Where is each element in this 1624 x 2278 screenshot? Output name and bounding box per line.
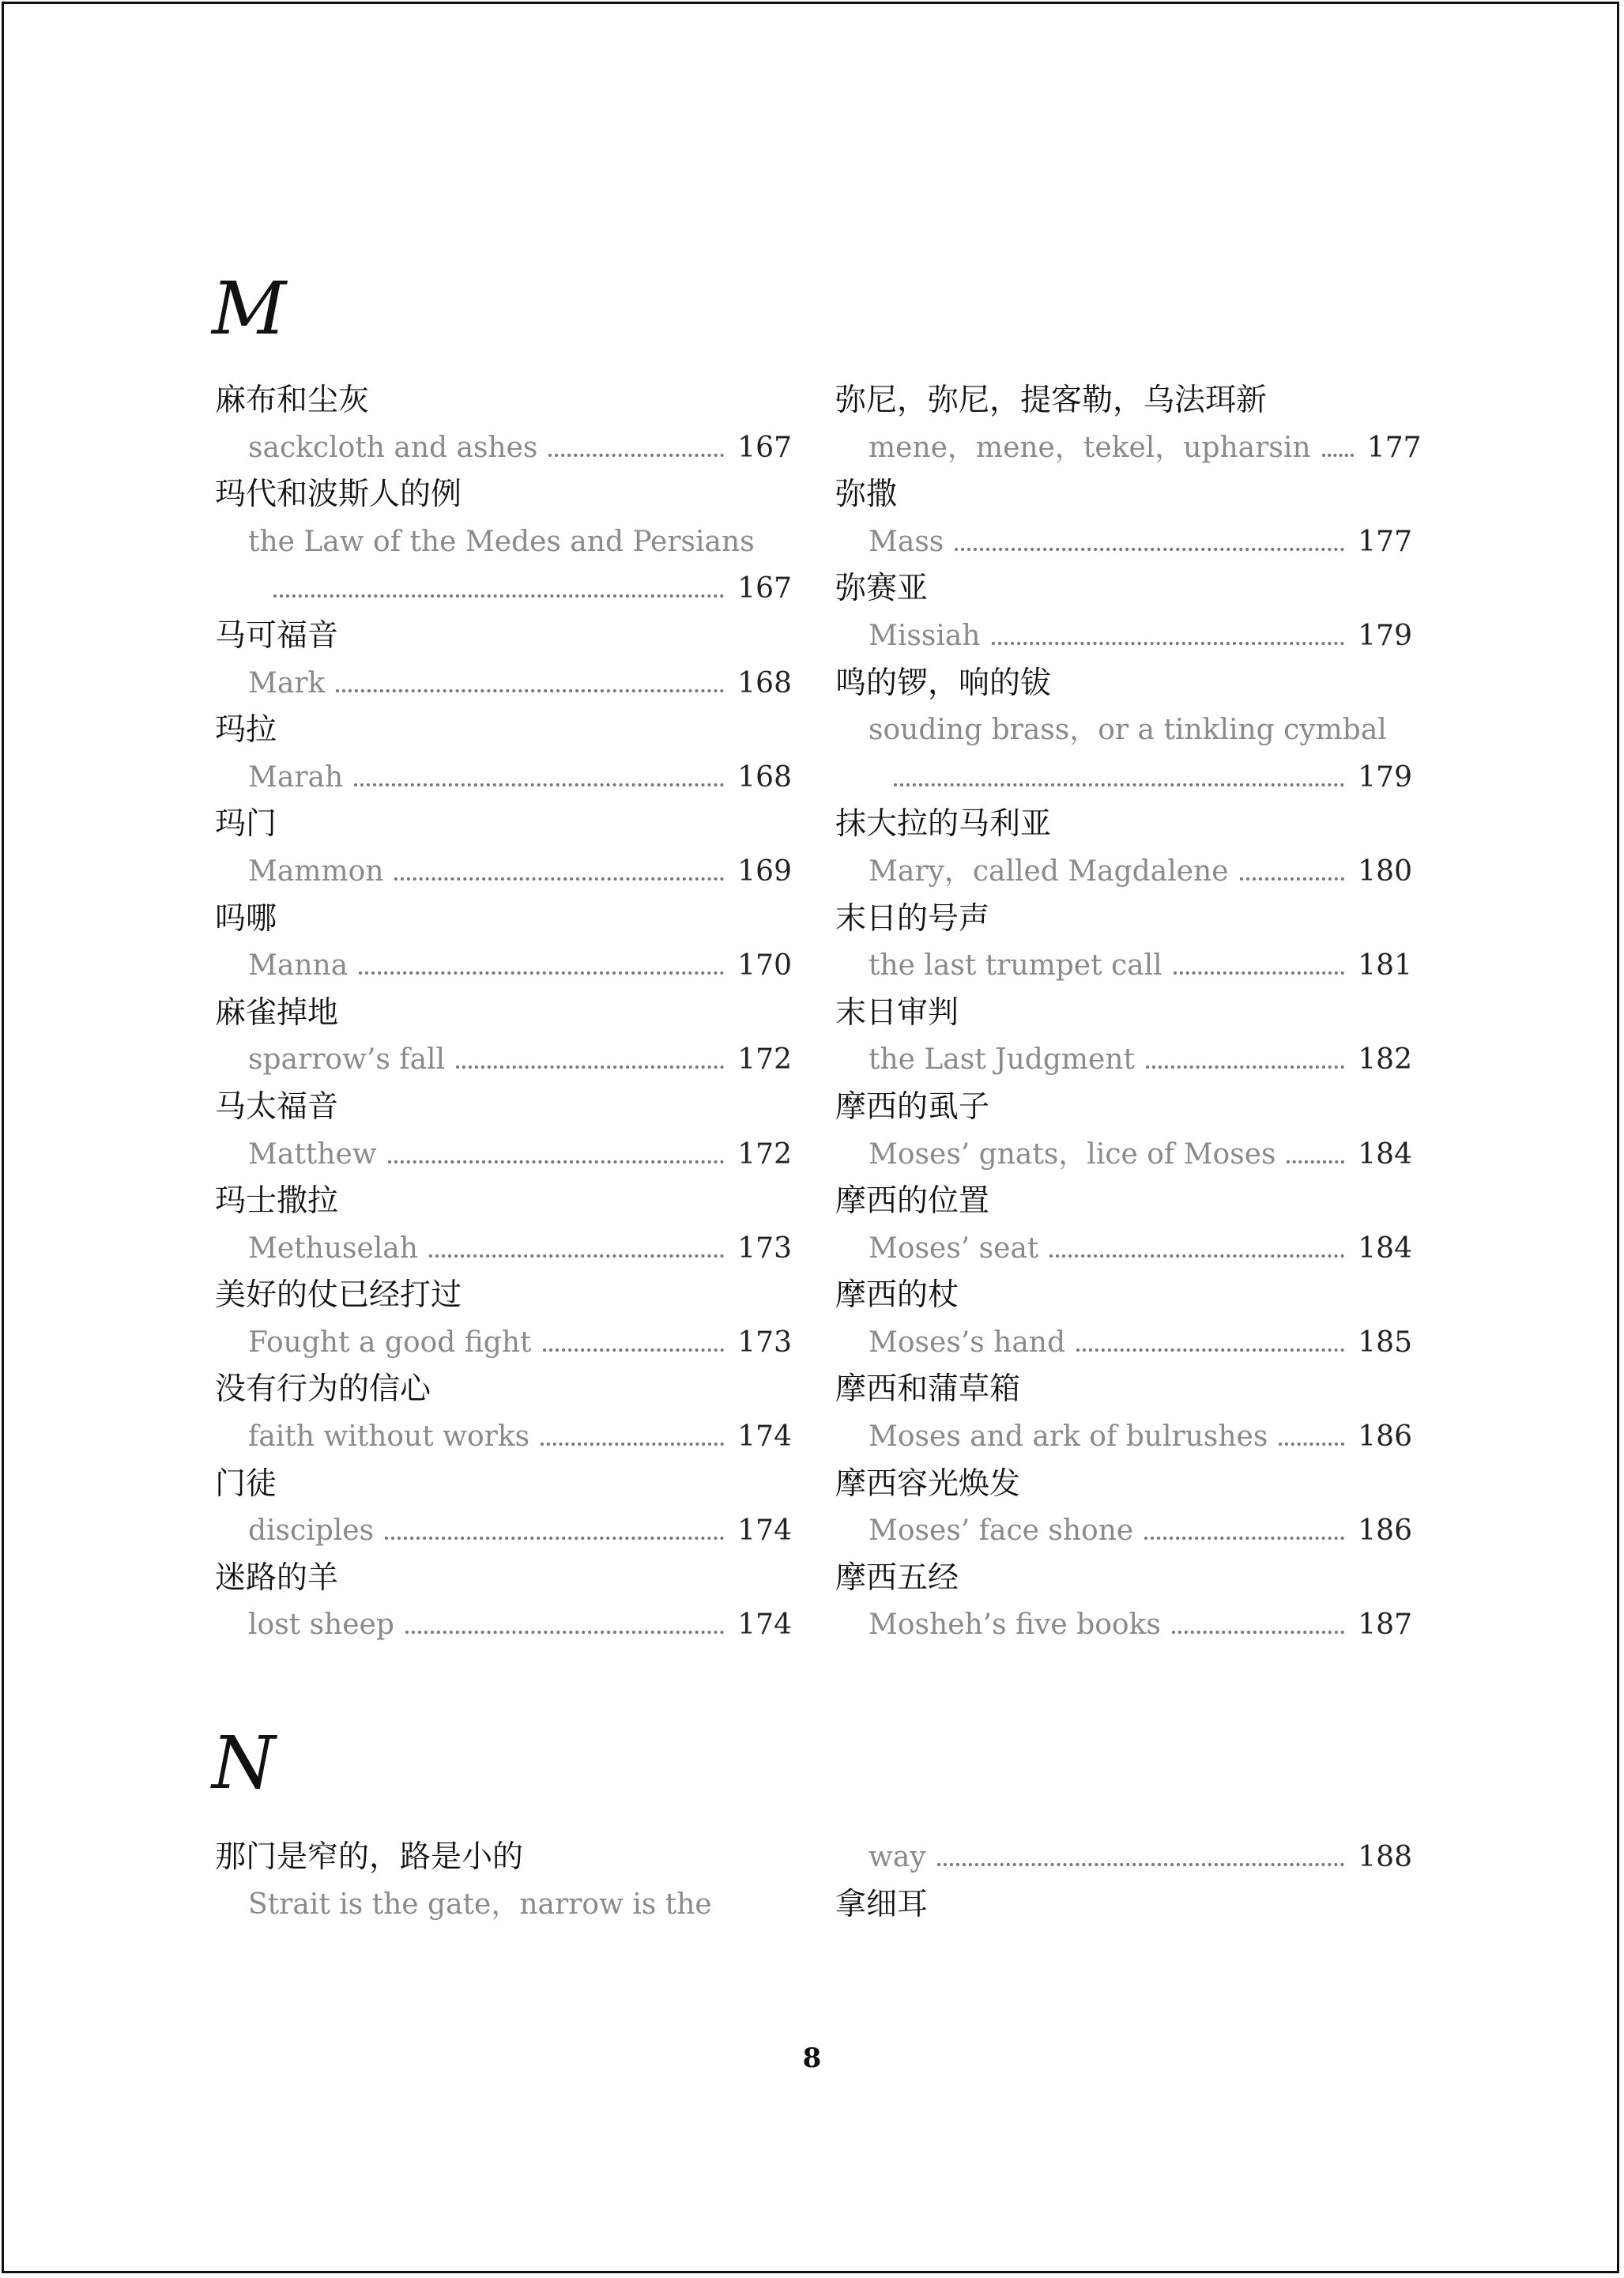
entry-page-number: 167 xyxy=(737,431,792,464)
index-entry-zh xyxy=(215,990,792,1037)
dot-leader xyxy=(992,642,1345,645)
entry-chinese-term: 玛拉 xyxy=(215,712,277,749)
dot-leader xyxy=(1240,877,1344,881)
index-entry-en xyxy=(835,707,1412,754)
entry-page-number: 169 xyxy=(737,854,792,888)
entry-english-term: Mary，called Magdalene xyxy=(869,854,1229,888)
dot-leader xyxy=(1322,454,1354,457)
index-entry-zh xyxy=(835,1366,1412,1413)
index-entry-en xyxy=(215,1507,792,1555)
dot-leader xyxy=(541,1443,724,1446)
entry-english-term: way xyxy=(869,1841,926,1873)
section-letter-n: N xyxy=(212,1721,273,1805)
dot-leader xyxy=(1287,1160,1344,1164)
dot-leader xyxy=(1172,1631,1344,1634)
dot-leader xyxy=(385,1537,724,1540)
dot-leader xyxy=(543,1348,724,1352)
entry-english-term: sparrow’s fall xyxy=(248,1043,446,1077)
index-entry-en xyxy=(215,424,792,472)
entry-chinese-term: 摩西的虱子 xyxy=(835,1088,990,1125)
entry-chinese-term: 美好的仗已经打过 xyxy=(215,1277,462,1314)
entry-english-term: the Last Judgment xyxy=(869,1043,1135,1077)
index-entry-zh xyxy=(835,1084,1412,1131)
entry-page-number: 173 xyxy=(737,1326,792,1359)
entry-page-number: 170 xyxy=(737,949,792,982)
entry-english-term: Mosheh’s five books xyxy=(869,1609,1161,1642)
index-entry-zh xyxy=(835,660,1412,707)
dot-leader xyxy=(405,1631,724,1634)
section-letter-m: M xyxy=(212,266,284,351)
entry-chinese-term: 麻雀掉地 xyxy=(215,994,339,1031)
index-column-right-n xyxy=(835,1834,1412,1928)
entry-page-number: 179 xyxy=(1358,760,1412,794)
index-entry-en xyxy=(835,1319,1412,1367)
entry-page-number: 186 xyxy=(1358,1420,1412,1454)
index-entry-zh xyxy=(835,1555,1412,1602)
dot-leader xyxy=(1076,1348,1344,1352)
dot-leader xyxy=(1049,1254,1344,1258)
entry-english-term: Moses’ gnats，lice of Moses xyxy=(869,1137,1276,1171)
index-column-left-m xyxy=(215,377,792,1649)
entry-page-number: 177 xyxy=(1358,525,1412,558)
dot-leader xyxy=(359,971,724,975)
index-entry-zh xyxy=(835,801,1412,848)
index-entry-en xyxy=(215,1225,792,1273)
index-entry-en xyxy=(835,1601,1412,1649)
index-entry-en xyxy=(835,613,1412,660)
entry-chinese-term: 那门是窄的，路是小的 xyxy=(215,1839,524,1875)
index-entry-zh xyxy=(835,1461,1412,1508)
entry-chinese-term: 玛代和波斯人的例 xyxy=(215,477,462,513)
index-entry-en xyxy=(215,519,792,566)
index-entry-zh xyxy=(835,565,1412,613)
entry-chinese-term: 吗哪 xyxy=(215,900,277,937)
index-entry-en xyxy=(215,1601,792,1649)
index-entry-zh xyxy=(835,1178,1412,1225)
dot-leader xyxy=(394,877,724,881)
entry-english-term: Mark xyxy=(248,666,326,700)
index-column-left-n xyxy=(215,1834,792,1928)
entry-page-number: 188 xyxy=(1358,1841,1412,1873)
index-column-right-m xyxy=(835,377,1422,1649)
index-entry-zh xyxy=(215,707,792,754)
entry-page-number: 185 xyxy=(1358,1326,1412,1359)
index-entry-en xyxy=(835,1036,1412,1084)
entry-chinese-term: 弥赛亚 xyxy=(835,571,929,607)
index-entry-en-continued xyxy=(835,1834,1412,1881)
entry-chinese-term: 鸣的锣，响的钹 xyxy=(835,665,1052,701)
index-entry-en xyxy=(215,754,792,801)
entry-english-term: Moses and ark of bulrushes xyxy=(869,1420,1268,1454)
dot-leader xyxy=(429,1254,724,1258)
entry-chinese-term: 玛门 xyxy=(215,806,277,843)
entry-page-number: 167 xyxy=(737,572,792,605)
entry-english-term: souding brass，or a tinkling cymbal xyxy=(869,714,1387,747)
index-entry-en xyxy=(215,942,792,990)
entry-english-term: Manna xyxy=(248,949,349,982)
dot-leader xyxy=(456,1065,724,1069)
entry-page-number: 179 xyxy=(1358,619,1412,652)
entry-english-term: Strait is the gate，narrow is the xyxy=(248,1888,712,1921)
index-entry-zh xyxy=(835,1272,1412,1319)
entry-page-number: 168 xyxy=(737,760,792,794)
index-entry-en xyxy=(835,848,1412,896)
entry-page-number: 181 xyxy=(1358,949,1412,982)
index-entry-en xyxy=(215,848,792,896)
dot-leader xyxy=(388,1160,724,1164)
entry-english-term: mene，mene，tekel，upharsin xyxy=(869,431,1311,464)
entry-page-number: 172 xyxy=(737,1043,792,1077)
index-entry-en xyxy=(835,942,1412,990)
index-entry-en xyxy=(215,660,792,707)
index-entry-zh xyxy=(215,1366,792,1413)
index-entry-zh xyxy=(835,377,1412,424)
entry-chinese-term: 弥尼，弥尼，提客勒，乌法珥新 xyxy=(835,383,1268,418)
dot-leader xyxy=(273,594,724,598)
index-entry-en xyxy=(835,1131,1412,1179)
entry-page-number: 177 xyxy=(1366,431,1422,464)
entry-english-term: Moses’s hand xyxy=(869,1326,1066,1359)
entry-english-term: Missiah xyxy=(869,619,981,652)
entry-page-number: 174 xyxy=(737,1609,792,1642)
entry-chinese-term: 迷路的羊 xyxy=(215,1560,339,1596)
entry-english-term: lost sheep xyxy=(248,1609,394,1642)
entry-english-term: Methuselah xyxy=(248,1231,418,1265)
dot-leader xyxy=(548,454,724,457)
dot-leader xyxy=(937,1863,1344,1866)
entry-english-term: disciples xyxy=(248,1514,375,1548)
entry-english-term: Fought a good fight xyxy=(248,1326,532,1359)
entry-english-term: Moses’ seat xyxy=(869,1231,1039,1265)
index-entry-en xyxy=(215,1319,792,1367)
entry-page-number: 184 xyxy=(1358,1231,1412,1265)
index-entry-en xyxy=(835,519,1412,566)
index-entry-zh xyxy=(215,1461,792,1508)
index-entry-leader-line xyxy=(215,565,792,613)
entry-chinese-term: 摩西五经 xyxy=(835,1560,959,1596)
entry-english-term: faith without works xyxy=(248,1420,530,1454)
entry-chinese-term: 末日审判 xyxy=(835,994,959,1031)
dot-leader xyxy=(955,548,1344,551)
index-entry-zh xyxy=(215,613,792,660)
entry-chinese-term: 末日的号声 xyxy=(835,900,990,937)
entry-page-number: 168 xyxy=(737,666,792,700)
dot-leader xyxy=(1144,1537,1344,1540)
entry-chinese-term: 拿细耳 xyxy=(835,1886,929,1922)
entry-chinese-term: 麻布和尘灰 xyxy=(215,383,370,418)
entry-chinese-term: 摩西的杖 xyxy=(835,1277,959,1314)
entry-english-term: Mammon xyxy=(248,854,384,888)
entry-english-term: sackcloth and ashes xyxy=(248,431,538,464)
dot-leader xyxy=(336,689,724,692)
entry-page-number: 186 xyxy=(1358,1514,1412,1548)
entry-chinese-term: 马太福音 xyxy=(215,1088,339,1125)
dot-leader xyxy=(1279,1443,1344,1446)
entry-page-number: 182 xyxy=(1358,1043,1412,1077)
index-entry-en xyxy=(835,424,1422,472)
entry-english-term: Matthew xyxy=(248,1137,377,1171)
index-entry-zh xyxy=(215,1272,792,1319)
index-entry-zh xyxy=(215,1178,792,1225)
entry-chinese-term: 摩西的位置 xyxy=(835,1183,990,1220)
entry-page-number: 174 xyxy=(737,1514,792,1548)
index-entry-zh xyxy=(835,471,1412,519)
entry-chinese-term: 弥撒 xyxy=(835,477,898,513)
entry-chinese-term: 没有行为的信心 xyxy=(215,1371,431,1408)
index-entry-en xyxy=(835,1507,1412,1555)
entry-english-term: the last trumpet call xyxy=(869,949,1162,982)
index-entry-zh xyxy=(835,990,1412,1037)
dot-leader xyxy=(1146,1065,1344,1069)
index-entry-zh xyxy=(215,896,792,943)
entry-chinese-term: 摩西容光焕发 xyxy=(835,1465,1021,1502)
entry-page-number: 187 xyxy=(1358,1609,1412,1642)
dot-leader xyxy=(1174,971,1344,975)
index-entry-en xyxy=(835,1413,1412,1461)
index-entry-leader-line xyxy=(835,754,1412,801)
entry-chinese-term: 门徒 xyxy=(215,1465,277,1502)
index-entry-zh xyxy=(215,471,792,519)
index-entry-en xyxy=(215,1131,792,1179)
entry-english-term: Moses’ face shone xyxy=(869,1514,1134,1548)
dot-leader xyxy=(894,783,1344,786)
index-entry-zh xyxy=(835,896,1412,943)
entry-chinese-term: 摩西和蒲草箱 xyxy=(835,1371,1021,1408)
entry-english-term: the Law of the Medes and Persians xyxy=(248,525,755,558)
entry-page-number: 180 xyxy=(1358,854,1412,888)
index-entry-zh xyxy=(835,1881,1412,1929)
index-entry-en xyxy=(215,1881,792,1929)
entry-page-number: 172 xyxy=(737,1137,792,1171)
index-entry-en xyxy=(835,1225,1412,1273)
entry-chinese-term: 玛士撒拉 xyxy=(215,1183,339,1220)
entry-page-number: 174 xyxy=(737,1420,792,1454)
index-entry-zh xyxy=(215,377,792,424)
entry-english-term: Mass xyxy=(869,525,944,558)
dot-leader xyxy=(354,783,724,786)
entry-page-number: 173 xyxy=(737,1231,792,1265)
entry-chinese-term: 抹大拉的马利亚 xyxy=(835,806,1052,843)
index-entry-zh xyxy=(215,1834,792,1881)
index-entry-en xyxy=(215,1413,792,1461)
index-entry-zh xyxy=(215,1084,792,1131)
index-entry-zh xyxy=(215,801,792,848)
index-entry-zh xyxy=(215,1555,792,1602)
entry-english-term: Marah xyxy=(248,760,344,794)
page-number: 8 xyxy=(802,2042,822,2074)
entry-chinese-term: 马可福音 xyxy=(215,617,339,654)
index-entry-en xyxy=(215,1036,792,1084)
entry-page-number: 184 xyxy=(1358,1137,1412,1171)
